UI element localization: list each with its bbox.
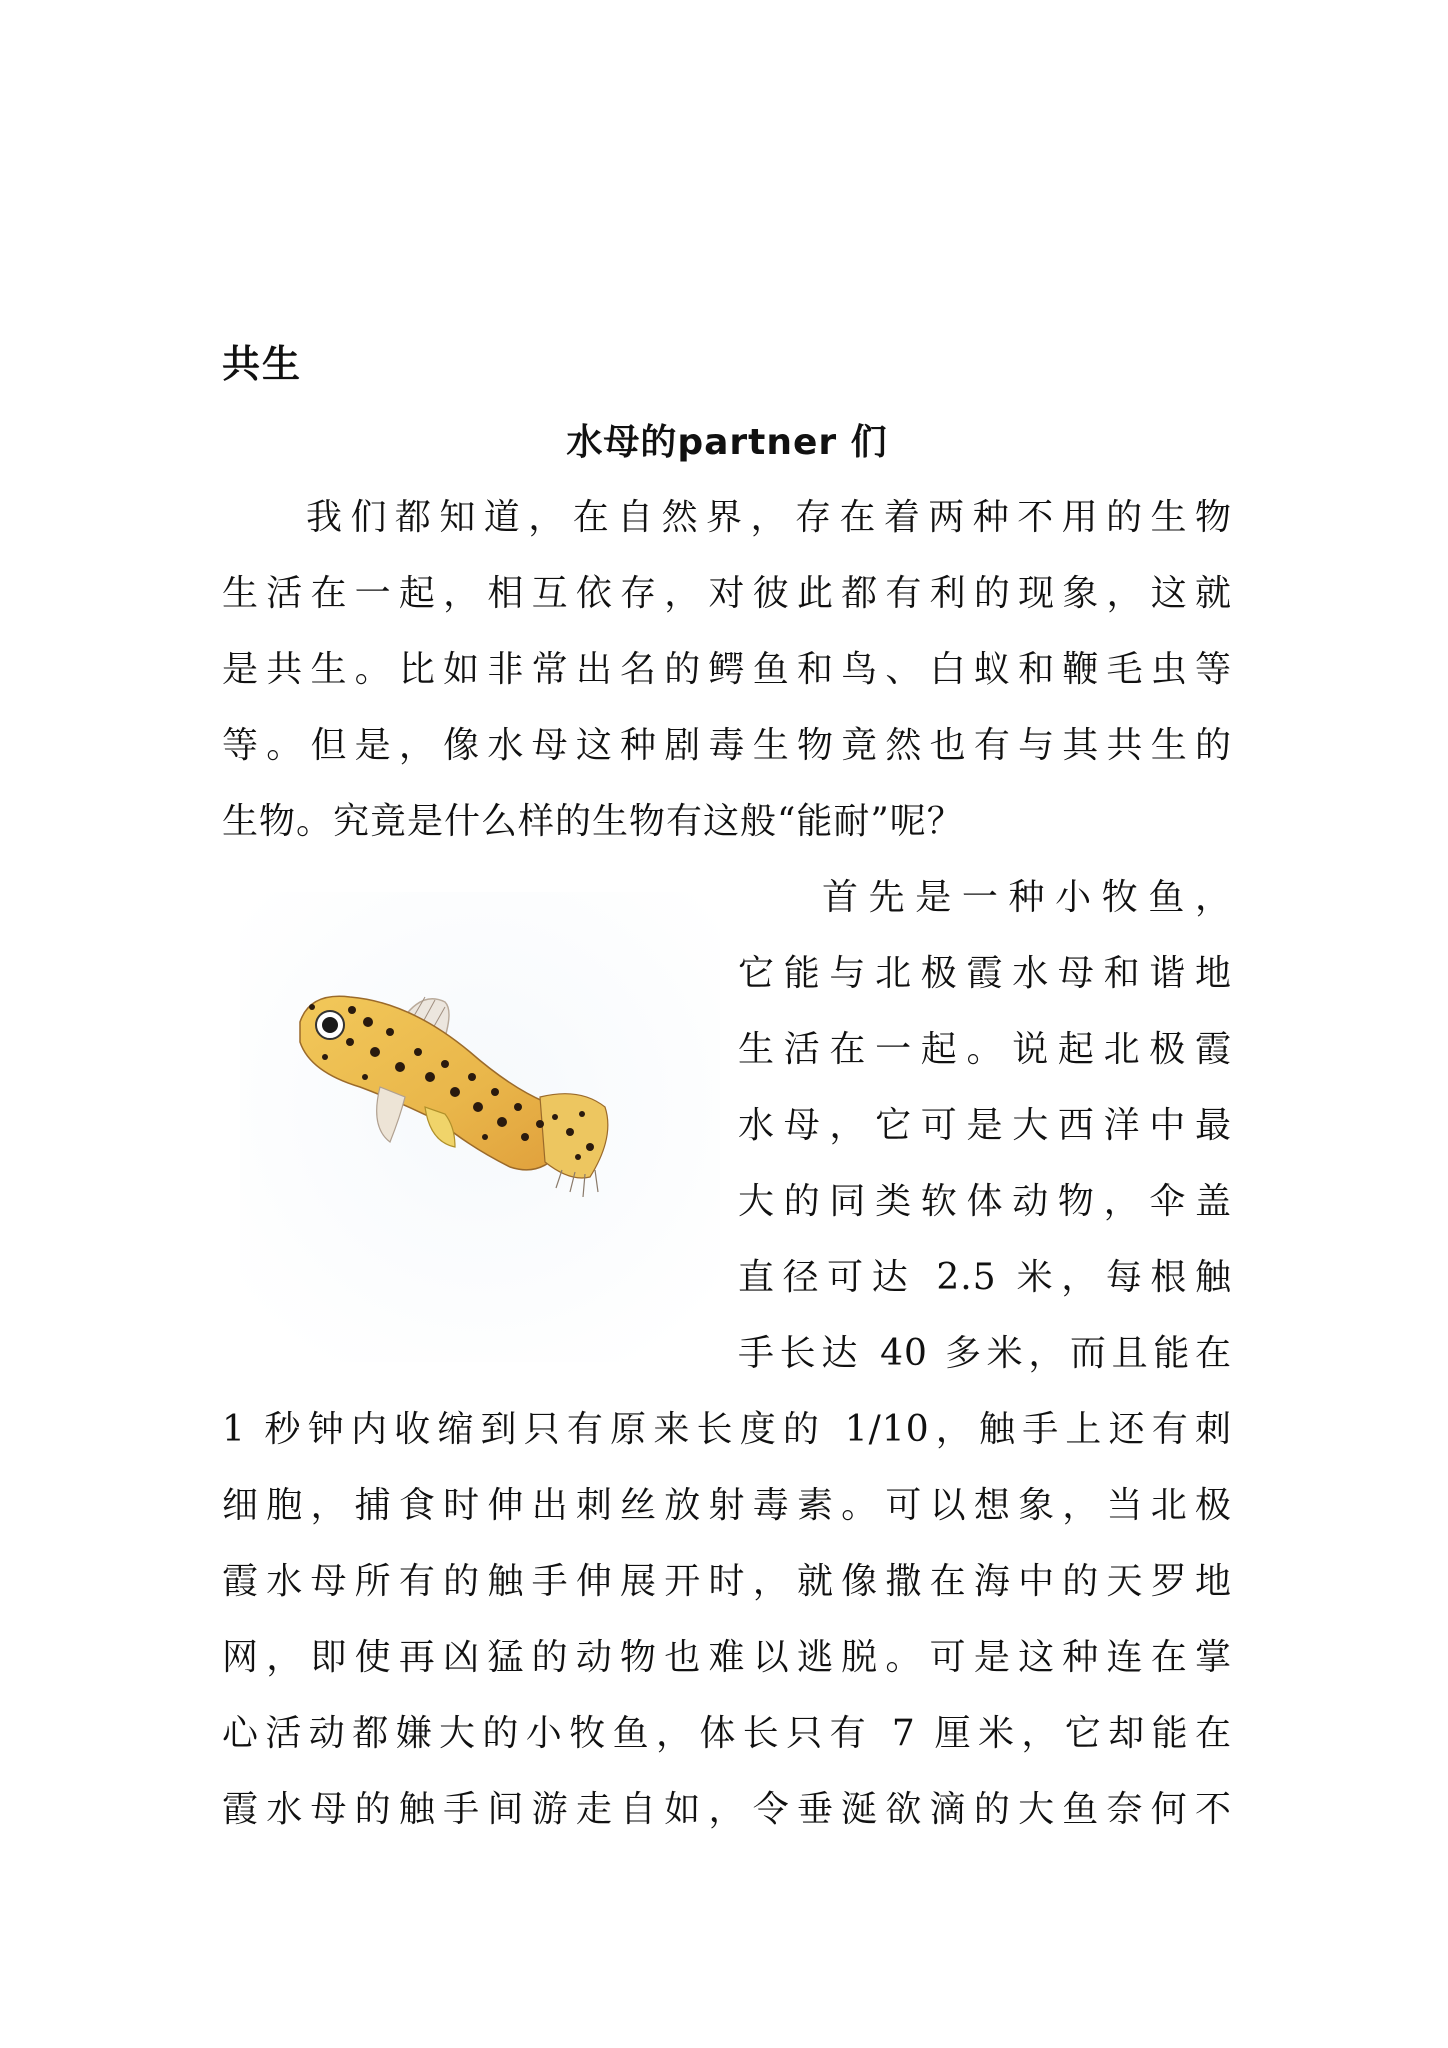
paragraph-line: 是共生。比如非常出名的鳄鱼和鸟、白蚁和鞭毛虫等 bbox=[222, 649, 1232, 690]
paragraph-line: 我们都知道，在自然界，存在着两种不用的生物 bbox=[306, 497, 1232, 538]
paragraph-line: 1 秒钟内收缩到只有原来长度的 1/10，触手上还有刺 bbox=[222, 1409, 1232, 1450]
paragraph-line: 生活在一起。说起北极霞 bbox=[738, 1029, 1232, 1070]
paragraph-line: 生物。究竟是什么样的生物有这般“能耐”呢？ bbox=[222, 801, 964, 842]
article-title: 水母的partner 们 bbox=[566, 422, 888, 463]
spotted-fish-illustration bbox=[240, 892, 720, 1362]
paragraph-line: 生活在一起，相互依存，对彼此都有利的现象，这就 bbox=[222, 573, 1232, 614]
paragraph-line: 霞水母的触手间游走自如，令垂涎欲滴的大鱼奈何不 bbox=[222, 1789, 1232, 1830]
paragraph-line: 水母，它可是大西洋中最 bbox=[738, 1105, 1232, 1146]
paragraph-line: 细胞，捕食时伸出刺丝放射毒素。可以想象，当北极 bbox=[222, 1485, 1232, 1526]
paragraph-line: 霞水母所有的触手伸展开时，就像撒在海中的天罗地 bbox=[222, 1561, 1232, 1602]
paragraph-line: 它能与北极霞水母和谐地 bbox=[738, 953, 1232, 994]
paragraph-line: 大的同类软体动物，伞盖 bbox=[738, 1181, 1232, 1222]
paragraph-line: 网，即使再凶猛的动物也难以逃脱。可是这种连在掌 bbox=[222, 1637, 1232, 1678]
section-label: 共生 bbox=[222, 342, 303, 386]
paragraph-line: 直径可达 2.5 米，每根触 bbox=[738, 1257, 1232, 1298]
paragraph-line: 手长达 40 多米，而且能在 bbox=[738, 1333, 1232, 1374]
paragraph-line: 首先是一种小牧鱼， bbox=[822, 877, 1232, 918]
paragraph-line: 等。但是，像水母这种剧毒生物竟然也有与其共生的 bbox=[222, 725, 1232, 766]
paragraph-line: 心活动都嫌大的小牧鱼，体长只有 7 厘米，它却能在 bbox=[222, 1713, 1232, 1754]
